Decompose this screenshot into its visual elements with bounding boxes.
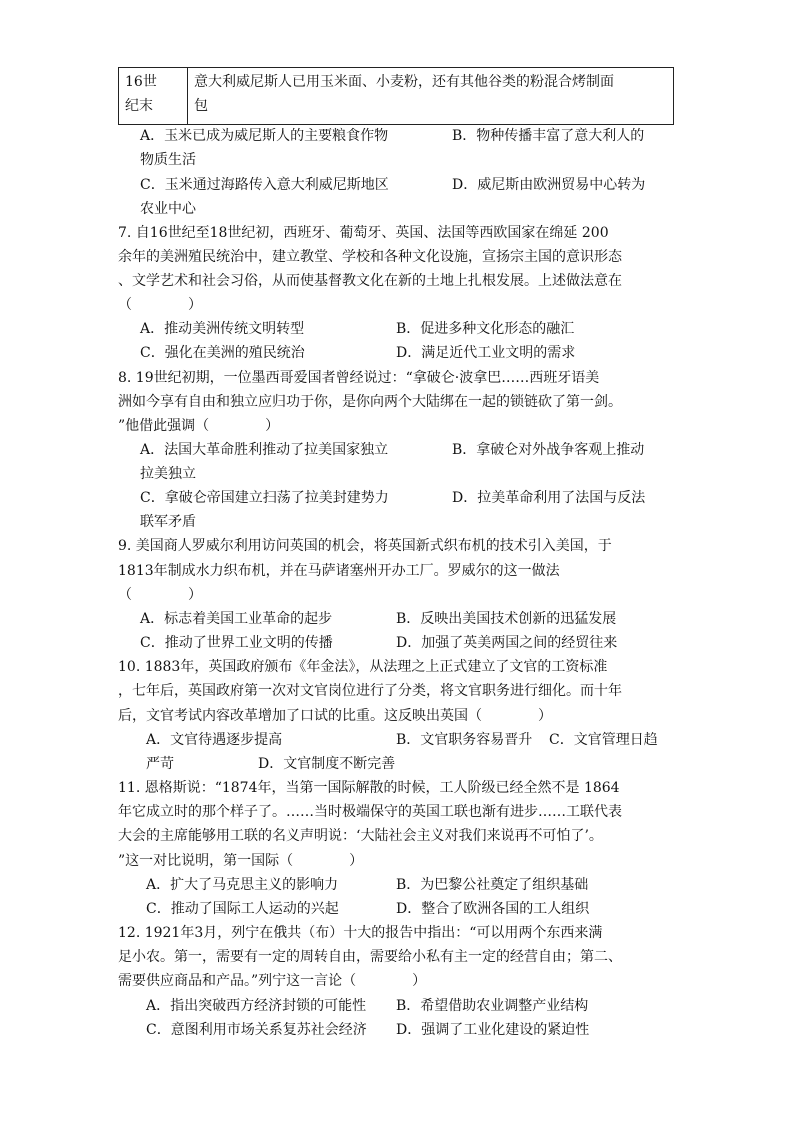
option-8c: C．拿破仑帝国建立扫荡了拉美封建势力 [140,490,389,506]
option-8d: D．拉美革命利用了法国与反法 [452,490,646,506]
option-12c: C．意图利用市场关系复苏社会经济 [146,1022,367,1038]
option-11a: A．扩大了马克思主义的影响力 [146,877,339,893]
option-8b-cont: 拉美独立 [140,466,196,482]
option-7c: C．强化在美洲的殖民统治 [140,345,305,361]
question-8-text: 8. 19世纪初期，一位墨西哥爱国者曾经说过：“拿破仑·波拿巴……西班牙语美 [118,370,600,386]
option-7b: B．促进多种文化形态的融汇 [396,321,575,337]
question-10-text: 10. 1883年，英国政府颁布《年金法》，从法理之上正式建立了文官的工资标准 [118,659,608,675]
question-9-text: 9. 美国商人罗威尔利用访问英国的机会，将英国新式织布机的技术引入美国，于 [118,538,612,554]
question-11-text: ”这一对比说明，第一国际（ ） [118,853,364,869]
option-9d: D．加强了英美两国之间的经贸往来 [396,635,618,651]
question-8-text: 洲如今享有自由和独立应归功于你，是你向两个大陆绑在一起的锁链砍了第一剑。 [118,394,622,410]
question-11-text: 年它成立时的那个样子了。……当时极端保守的英国工联也渐有进步……工联代表 [118,804,622,820]
question-12-text: 足小农。第一，需要有一定的周转自由，需要给小私有主一定的经营自由；第二、 [118,949,622,965]
option-12a: A．指出突破西方经济封锁的可能性 [146,998,367,1014]
option-6b: B．物种传播丰富了意大利人的 [452,128,645,144]
option-10a: A．文官待遇逐步提高 [146,732,283,748]
question-9-text: 1813年制成水力织布机，并在马萨诸塞州开办工厂。罗威尔的这一做法 [118,563,560,579]
option-6c: C．玉米通过海路传入意大利威尼斯地区 [140,177,389,193]
option-7a: A．推动美洲传统文明转型 [140,321,305,337]
option-8a: A．法国大革命胜利推动了拉美国家独立 [140,442,389,458]
cell-text: 纪末 [125,98,153,114]
question-12-text: 12. 1921年3月，列宁在俄共（布）十大的报告中指出：“可以用两个东西来满 [118,925,603,941]
info-table [118,67,674,125]
table-cell-content [188,68,674,125]
question-8-text: ”他借此强调（ ） [118,418,280,434]
cell-text: 包 [194,98,208,114]
question-10-text: 后，文官考试内容改革增加了口试的比重。这反映出英国（ ） [118,708,552,724]
question-11-text: 11. 恩格斯说：“1874年，当第一国际解散的时候，工人阶级已经全然不是 1864 [118,780,620,796]
option-6d: D．威尼斯由欧洲贸易中心转为 [452,177,646,193]
option-6b-cont: 物质生活 [140,152,196,168]
answer-blank: （ ） [118,587,202,603]
table-row [119,68,674,125]
question-11-text: 大会的主席能够用工联的名义声明说：‘大陆社会主义对我们来说再不可怕了’。 [118,828,603,844]
option-10b: B．文官职务容易晋升 [396,732,533,748]
option-10c: C．文官管理日趋 [549,732,658,748]
option-12d: D．强调了工业化建设的紧迫性 [396,1022,590,1038]
option-7d: D．满足近代工业文明的需求 [396,345,576,361]
option-11d: D．整合了欧洲各国的工人组织 [396,901,590,917]
option-8b: B．拿破仑对外战争客观上推动 [452,442,645,458]
option-11c: C．推动了国际工人运动的兴起 [146,901,339,917]
question-12-text: 需要供应商品和产品。”列宁这一言论（ ） [118,973,427,989]
option-9b: B．反映出美国技术创新的迅猛发展 [396,611,617,627]
option-6a: A．玉米已成为威尼斯人的主要粮食作物 [140,128,389,144]
option-11b: B．为巴黎公社奠定了组织基础 [396,877,589,893]
cell-text: 16世 [125,74,157,90]
answer-blank: （ ） [118,297,202,313]
table-cell-period [119,68,188,125]
option-10d: D．文官制度不断完善 [258,756,396,772]
option-9a: A．标志着美国工业革命的起步 [140,611,333,627]
option-8d-cont: 联军矛盾 [140,514,196,530]
option-6d-cont: 农业中心 [140,201,196,217]
question-10-text: ，七年后，英国政府第一次对文官岗位进行了分类，将文官职务进行细化。而十年 [118,683,622,699]
question-7-text: 余年的美洲殖民统治中，建立教堂、学校和各种文化设施，宣扬宗主国的意识形态 [118,249,622,265]
option-9c: C．推动了世界工业文明的传播 [140,635,333,651]
option-12b: B．希望借助农业调整产业结构 [396,998,589,1014]
cell-text: 意大利威尼斯人已用玉米面、小麦粉，还有其他谷类的粉混合烤制面 [194,74,614,90]
option-10c-cont: 严苛 [146,756,174,772]
question-7-text: 7. 自16世纪至18世纪初，西班牙、葡萄牙、英国、法国等西欧国家在绵延 200 [118,225,609,241]
question-7-text: 、文学艺术和社会习俗，从而使基督教文化在新的土地上扎根发展。上述做法意在 [118,273,622,289]
